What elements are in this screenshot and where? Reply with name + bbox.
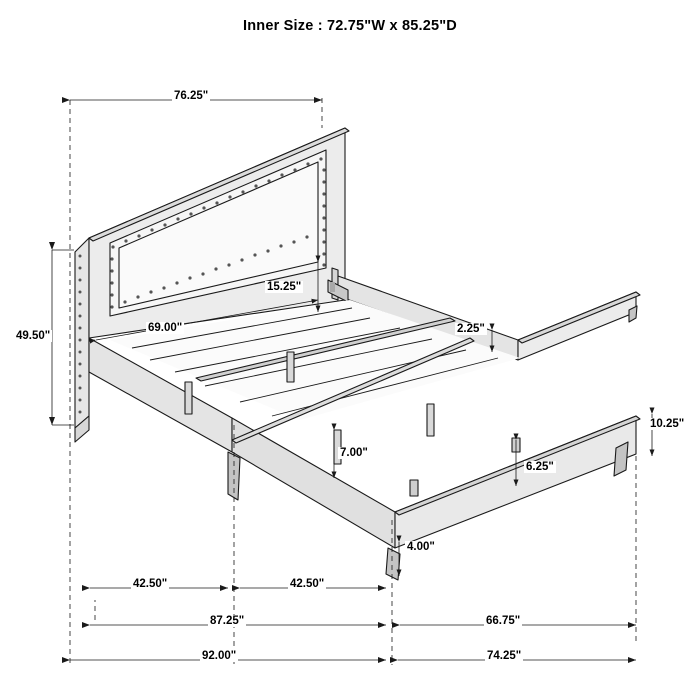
dimension-label-slat-height: 7.00": [340, 447, 368, 459]
dimension-label-overall-height: 49.50": [16, 330, 51, 342]
dimension-label-depth-87: 87.25": [210, 615, 245, 627]
dimension-label-depth-92: 92.00": [202, 650, 237, 662]
dimension-label-rail-thickness: 2.25": [457, 323, 485, 335]
dimension-label-rail-depth: 6.25": [526, 461, 554, 473]
dimension-label-leg-height: 4.00": [407, 541, 435, 553]
dimension-label-headboard-panel: 15.25": [267, 281, 302, 293]
dimension-label-deck-height: 10.25": [650, 418, 685, 430]
dimension-label-depth-74: 74.25": [487, 650, 522, 662]
page-title: Inner Size : 72.75"W x 85.25"D: [243, 18, 457, 34]
dimension-label-seg-right: 42.50": [290, 578, 325, 590]
dimension-label-headboard-inner: 69.00": [148, 322, 183, 334]
dimension-label-depth-66: 66.75": [486, 615, 521, 627]
dimension-label-seg-left: 42.50": [133, 578, 168, 590]
bed-body: [75, 128, 640, 580]
dimension-label-width-top: 76.25": [174, 90, 209, 102]
